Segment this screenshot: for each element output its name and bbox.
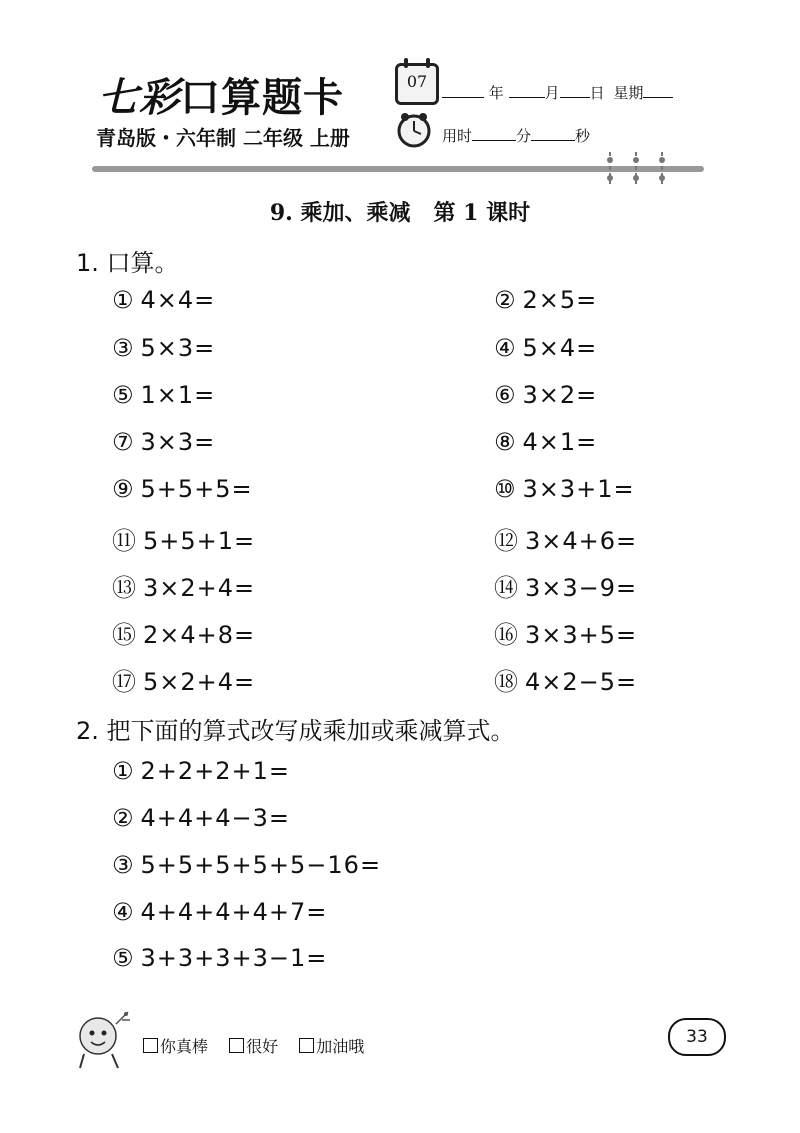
edition-label: 青岛版・六年制 二年级 上册 <box>96 126 350 150</box>
q1-item: ⑯ 3×3+5= <box>494 621 638 649</box>
month-blank[interactable] <box>509 83 545 98</box>
q1-item: ⑦ 3×3= <box>112 428 216 456</box>
q1-item: ⑱ 4×2−5= <box>494 668 638 696</box>
q1-item: ⑤ 1×1= <box>112 381 216 409</box>
q1-item: ② 2×5= <box>494 286 598 314</box>
month-label: 月 <box>544 84 560 102</box>
question-1-heading: 1. 口算。 <box>76 249 179 277</box>
q1-item: ⑮ 2×4+8= <box>112 621 256 649</box>
brand-title <box>98 66 344 123</box>
brand-prefix: 七彩 <box>98 74 180 121</box>
q1-item: ⑨ 5+5+5= <box>112 475 253 503</box>
checkbox-icon[interactable] <box>143 1038 158 1053</box>
date-line <box>442 82 673 103</box>
option-good[interactable]: 很好 <box>229 1037 278 1056</box>
minutes-label: 分 <box>516 127 532 145</box>
q1-item: ③ 5×3= <box>112 334 216 362</box>
q1-item: ⑧ 4×1= <box>494 428 598 456</box>
clock-icon <box>396 112 432 148</box>
q1-item: ⑪ 5+5+1= <box>112 527 256 555</box>
q1-item: ⑬ 3×2+4= <box>112 574 256 602</box>
checkbox-icon[interactable] <box>299 1038 314 1053</box>
q2-item: ⑤ 3+3+3+3−1= <box>112 944 328 972</box>
lesson-title: 9. 乘加、乘减 第 1 课时 <box>269 200 531 226</box>
q2-item: ② 4+4+4−3= <box>112 804 291 832</box>
year-label: 年 <box>488 84 504 102</box>
q1-item: ⑥ 3×2= <box>494 381 598 409</box>
q1-item: ① 4×4= <box>112 286 216 314</box>
bead-decoration <box>659 152 665 184</box>
self-evaluation <box>143 1034 380 1057</box>
brand-rest: 口算题卡 <box>180 74 344 121</box>
checkbox-icon[interactable] <box>229 1038 244 1053</box>
q2-item: ③ 5+5+5+5+5−16= <box>112 851 382 879</box>
q2-item: ① 2+2+2+1= <box>112 757 291 785</box>
question-2-heading: 2. 把下面的算式改写成乘加或乘减算式。 <box>76 717 515 745</box>
day-label: 日 <box>589 84 605 102</box>
day-blank[interactable] <box>560 83 590 98</box>
time-used-label: 用时 <box>442 127 473 145</box>
q1-item: ⑫ 3×4+6= <box>494 527 638 555</box>
seconds-blank[interactable] <box>531 126 575 141</box>
q1-item: ⑰ 5×2+4= <box>112 668 256 696</box>
option-great[interactable]: 你真棒 <box>143 1037 208 1056</box>
minutes-blank[interactable] <box>472 126 516 141</box>
q2-item: ④ 4+4+4+4+7= <box>112 898 328 926</box>
q1-item: ⑭ 3×3−9= <box>494 574 638 602</box>
page-number: 33 <box>668 1018 726 1056</box>
mascot-illustration <box>66 1006 136 1072</box>
seconds-label: 秒 <box>575 127 591 145</box>
bead-decoration <box>607 152 613 184</box>
time-line <box>442 125 590 146</box>
option-keep-going[interactable]: 加油哦 <box>299 1037 364 1056</box>
weekday-blank[interactable] <box>643 83 673 98</box>
weekday-label: 星期 <box>613 84 644 102</box>
bead-decoration <box>633 152 639 184</box>
q1-item: ④ 5×4= <box>494 334 598 362</box>
calendar-day: 07 <box>406 72 428 91</box>
calendar-icon <box>395 63 439 105</box>
q1-item: ⑩ 3×3+1= <box>494 475 635 503</box>
year-blank[interactable] <box>442 83 484 98</box>
